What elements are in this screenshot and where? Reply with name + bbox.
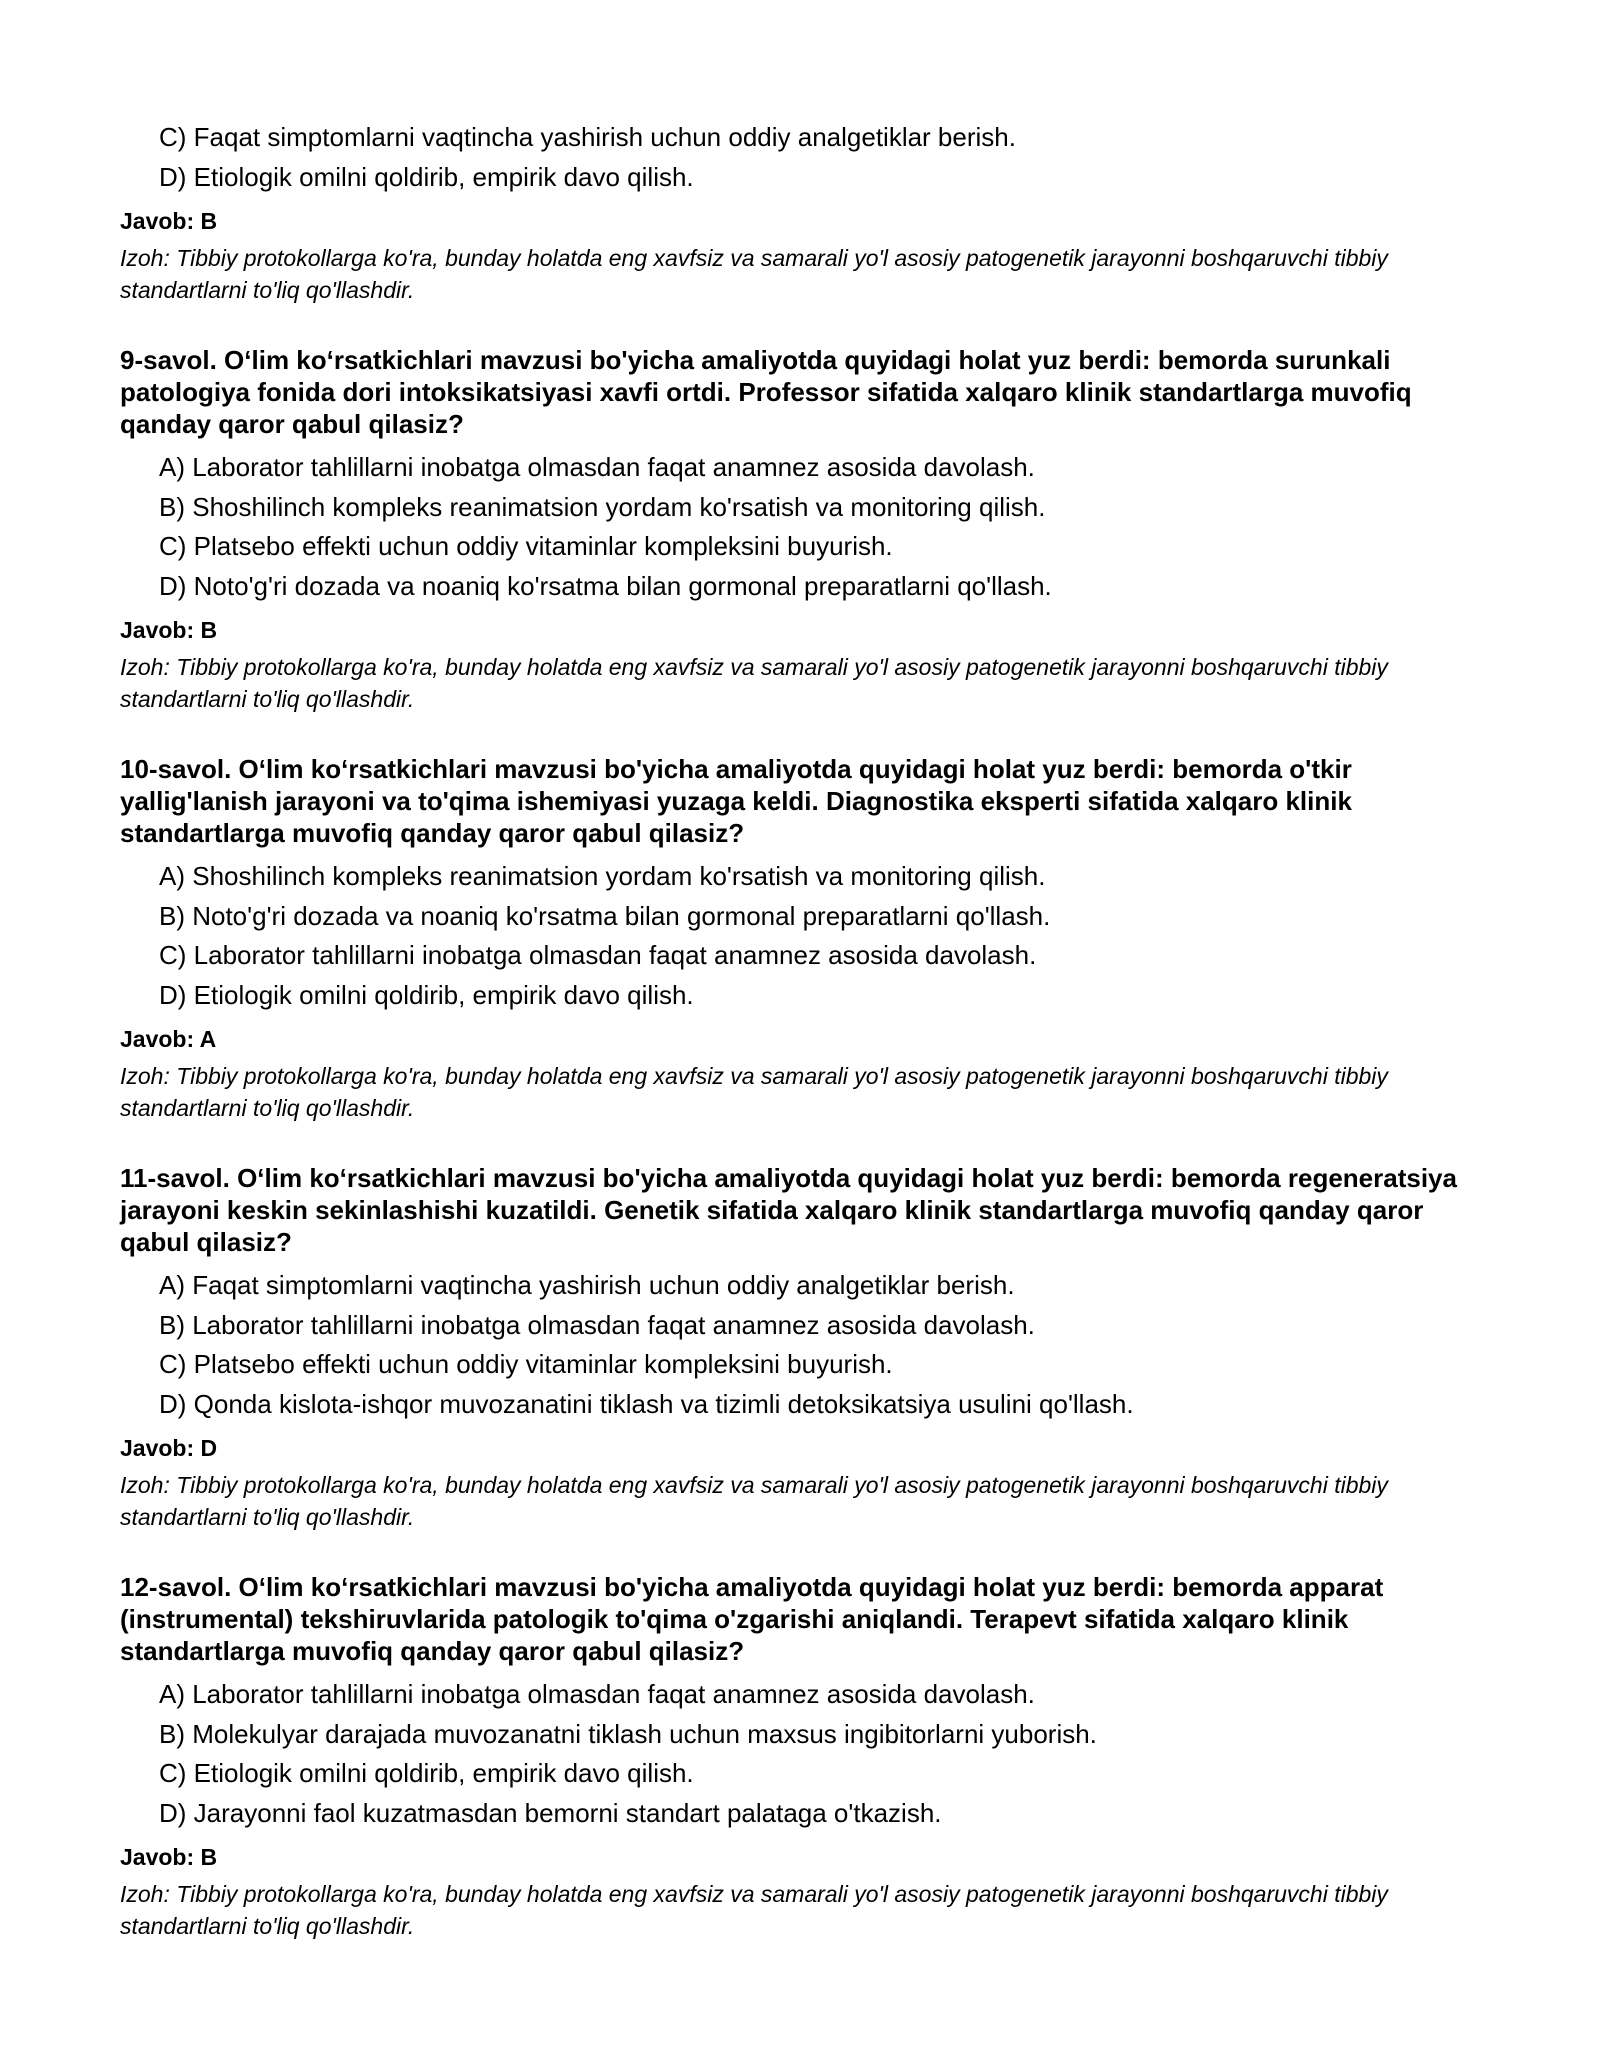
question-title: 11-savol. O‘lim ko‘rsatkichlari mavzusi bo'yicha amaliyotda quyidagi holat yuz berdi: bemorda regeneratsiya jarayoni keskin sekinlashishi kuzatildi. Genetik sifatida xalqaro klinik standartlarga muvofiq qanday qaror qabul qilasiz?	[120, 1163, 1457, 1257]
question-block-11	[120, 1162, 1490, 1533]
option-d: D) Qonda kislota-ishqor muvozanatini tiklash va tizimli detoksikatsiya usulini qo'llash.	[159, 1388, 1134, 1419]
option-d: D) Etiologik omilni qoldirib, empirik davo qilish.	[159, 161, 694, 192]
option-c: C) Etiologik omilni qoldirib, empirik davo qilish.	[159, 1758, 694, 1788]
answer-options	[120, 857, 1490, 1015]
previous-question-continuation	[120, 118, 1490, 306]
option-b: B) Noto'g'ri dozada va noaniq ko'rsatma bilan gormonal preparatlarni qo'llash.	[159, 900, 1051, 931]
explanation-note: Izoh: Tibbiy protokollarga ko'ra, bunday holatda eng xavfsiz va samarali yo'l asosiy patogenetik jarayonni boshqaruvchi tibbiy standartlarni to'liq qo'llashdir.	[120, 654, 1388, 712]
option-a: A) Laborator tahlillarni inobatga olmasdan faqat anamnez asosida davolash.	[159, 452, 1035, 482]
answer-options	[120, 448, 1490, 606]
option-d: D) Etiologik omilni qoldirib, empirik davo qilish.	[159, 979, 694, 1010]
option-a: A) Faqat simptomlarni vaqtincha yashirish uchun oddiy analgetiklar berish.	[159, 1270, 1015, 1300]
answer-options	[120, 1266, 1490, 1424]
explanation-note: Izoh: Tibbiy protokollarga ko'ra, bunday holatda eng xavfsiz va samarali yo'l asosiy patogenetik jarayonni boshqaruvchi tibbiy standartlarni to'liq qo'llashdir.	[120, 245, 1388, 303]
option-d: D) Noto'g'ri dozada va noaniq ko'rsatma bilan gormonal preparatlarni qo'llash.	[159, 570, 1052, 601]
explanation-note: Izoh: Tibbiy protokollarga ko'ra, bunday holatda eng xavfsiz va samarali yo'l asosiy patogenetik jarayonni boshqaruvchi tibbiy standartlarni to'liq qo'llashdir.	[120, 1063, 1388, 1121]
option-b: B) Shoshilinch kompleks reanimatsion yordam ko'rsatish va monitoring qilish.	[159, 491, 1046, 522]
answer-options	[120, 1675, 1490, 1833]
explanation-note: Izoh: Tibbiy protokollarga ko'ra, bunday holatda eng xavfsiz va samarali yo'l asosiy patogenetik jarayonni boshqaruvchi tibbiy standartlarni to'liq qo'llashdir.	[120, 1472, 1388, 1530]
correct-answer: Javob: B	[120, 208, 218, 234]
answer-options	[120, 118, 1490, 197]
option-a: A) Shoshilinch kompleks reanimatsion yordam ko'rsatish va monitoring qilish.	[159, 861, 1046, 891]
correct-answer: Javob: D	[120, 1435, 218, 1461]
option-a: A) Laborator tahlillarni inobatga olmasdan faqat anamnez asosida davolash.	[159, 1679, 1035, 1709]
correct-answer: Javob: B	[120, 617, 218, 643]
question-block-10	[120, 753, 1490, 1124]
question-title: 9-savol. O‘lim ko‘rsatkichlari mavzusi bo'yicha amaliyotda quyidagi holat yuz berdi: bemorda surunkali patologiya fonida dori intoksikatsiyasi xavfi ortdi. Professor sifatida xalqaro klinik standartlarga muvofiq qanday qaror qabul qilasiz?	[120, 345, 1412, 439]
explanation-note: Izoh: Tibbiy protokollarga ko'ra, bunday holatda eng xavfsiz va samarali yo'l asosiy patogenetik jarayonni boshqaruvchi tibbiy standartlarni to'liq qo'llashdir.	[120, 1881, 1388, 1939]
option-c: C) Platsebo effekti uchun oddiy vitaminlar kompleksini buyurish.	[159, 531, 893, 561]
option-c: C) Laborator tahlillarni inobatga olmasdan faqat anamnez asosida davolash.	[159, 940, 1037, 970]
option-b: B) Molekulyar darajada muvozanatni tiklash uchun maxsus ingibitorlarni yuborish.	[159, 1718, 1097, 1749]
option-c: C) Faqat simptomlarni vaqtincha yashirish uchun oddiy analgetiklar berish.	[159, 122, 1016, 152]
question-title: 10-savol. O‘lim ko‘rsatkichlari mavzusi bo'yicha amaliyotda quyidagi holat yuz berdi: bemorda o'tkir yallig'lanish jarayoni va to'qima ishemiyasi yuzaga keldi. Diagnostika eksperti sifatida xalqaro klinik standartlarga muvofiq qanday qaror qabul qilasiz?	[120, 754, 1352, 848]
option-c: C) Platsebo effekti uchun oddiy vitaminlar kompleksini buyurish.	[159, 1349, 893, 1379]
question-block-9	[120, 344, 1490, 715]
correct-answer: Javob: A	[120, 1026, 217, 1052]
option-b: B) Laborator tahlillarni inobatga olmasdan faqat anamnez asosida davolash.	[159, 1309, 1035, 1340]
question-block-12	[120, 1571, 1490, 1942]
question-title: 12-savol. O‘lim ko‘rsatkichlari mavzusi bo'yicha amaliyotda quyidagi holat yuz berdi: bemorda apparat (instrumental) tekshiruvlarida patologik to'qima o'zgarishi aniqlandi. Terapevt sifatida xalqaro klinik standartlarga muvofiq qanday qaror qabul qilasiz?	[120, 1572, 1384, 1666]
option-d: D) Jarayonni faol kuzatmasdan bemorni standart palataga o'tkazish.	[159, 1797, 942, 1828]
correct-answer: Javob: B	[120, 1844, 218, 1870]
